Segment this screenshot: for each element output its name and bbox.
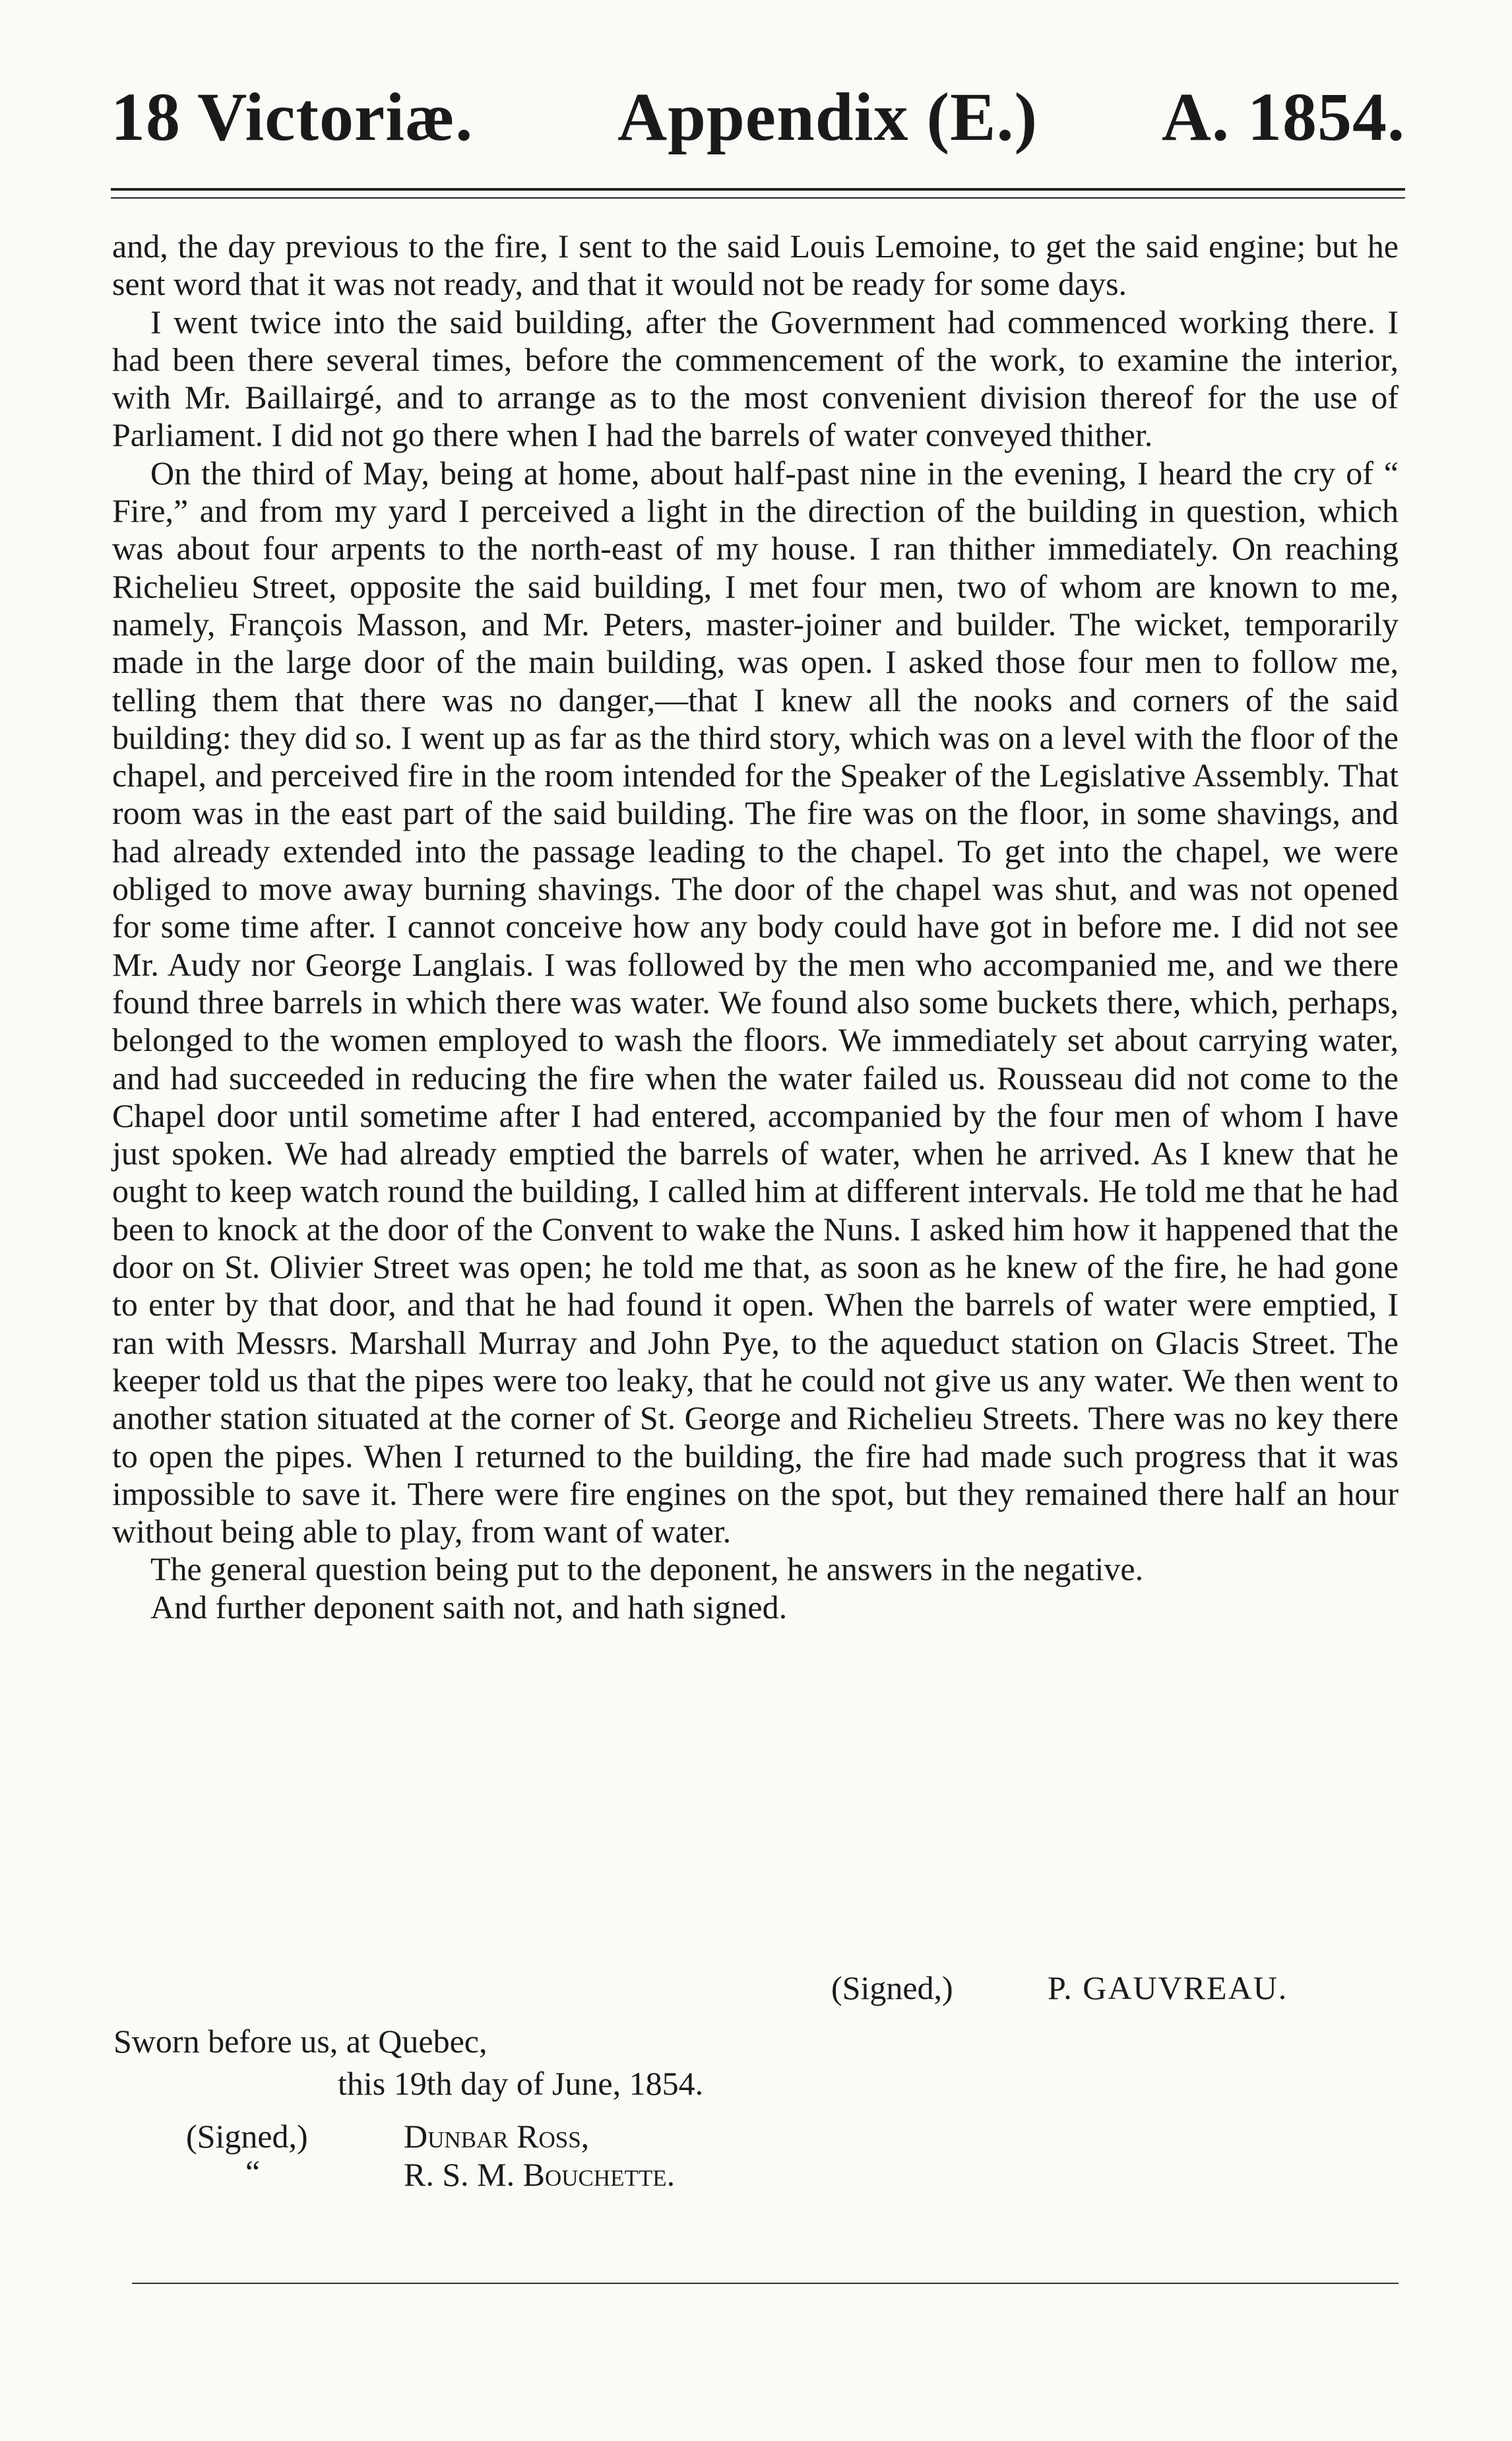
paragraph-fire-account: On the third of May, being at home, about half-past nine in the evening, I heard the cry of “ Fire,” and from my yard I perceived a light in the direction of the building in question, which was about four arpents to the north-east of my house. I ran thither immediately. On reaching Richelieu Street, opposite the said building, I met four men, two of whom are known to me, namely, François Masson, and Mr. Peters, master-joiner and builder. The wicket, temporarily made in the large door of the main building, was open. I asked those four men to follow me, telling them that there was no danger,—that I knew all the nooks and corners of the said building: they did so. I went up as far as the third story, which was on a level with the floor of the chapel, and perceived fire in the room intended for the Speaker of the Legislative Assembly. That room was in the east part of the said building. The fire was on the floor, in some shavings, and had already extended into the passage leading to the chapel. To get into the chapel, we were obliged to move away burning shavings. The door of the chapel was shut, and was not opened for some time after. I cannot conceive how any body could have got in before me. I did not see Mr. Audy nor George Langlais. I was followed by the men who accompanied me, and we there found three barrels in which there was water. We found also some buckets there, which, perhaps, belonged to the women employed to wash the floors. We immediately set about carrying water, and had succeeded in reducing the fire when the water failed us. Rousseau did not come to the Chapel door until sometime after I had entered, accompanied by the four men of whom I have just spoken. We had already emptied the barrels of water, when he arrived. As I knew that he ought to keep watch round the building, I called him at different intervals. He told me that he had been to knock at the door of the Convent to wake the Nuns. I asked him how it happened that the door on St. Olivier Street was open; he told me that, as soon as he knew of the fire, he had gone to enter by that door, and that he had found it open. When the barrels of water were emptied, I ran with Messrs. Marshall Murray and John Pye, to the aqueduct station on Glacis Street. The keeper told us that the pipes were too leaky, that he could not give us any water. We then went to another station situated at the corner of St. George and Richelieu Streets. There was no key there to open the pipes. When I returned to the building, the fire had made such progress that it was impossible to save it. There were fire engines on the spot, but they remained there half an hour without being able to play, from want of water.: [112, 454, 1399, 1550]
deponent-signed-label: (Signed,): [831, 1969, 953, 2006]
deposition-body: [112, 228, 1399, 1626]
paragraph-closing: And further deponent saith not, and hath signed.: [150, 1588, 788, 1626]
footer-rule: [132, 2283, 1399, 2284]
header-appendix: Appendix (E.): [617, 79, 1038, 155]
paragraph-continued: and, the day previous to the fire, I sent to the said Louis Lemoine, to get the said engine; but he sent word that it was not ready, and that it would not be ready for some days.: [112, 228, 1399, 303]
header-year: A. 1854.: [1161, 79, 1405, 155]
page-header: [111, 78, 1405, 157]
jurat-signer-2: R. S. M. Bouchette.: [404, 2156, 676, 2193]
jurat-line-2: this 19th day of June, 1854.: [338, 2065, 704, 2102]
jurat-signed-label: (Signed,): [186, 2118, 308, 2155]
paragraph-building-visits: I went twice into the said building, after the Government had commenced working there. I had been there several times, before the commencement of the work, to examine the interior, with Mr. Baillairgé, and to arrange as to the most convenient division thereof for the use of Parliament. I did not go there when I had the barrels of water conveyed thither.: [112, 303, 1399, 454]
jurat-line-1: Sworn before us, at Quebec,: [113, 2023, 488, 2060]
jurat-signer-1: Dunbar Ross,: [404, 2118, 590, 2155]
header-regnal-year: 18 Victoriæ.: [111, 79, 474, 155]
jurat-ditto-mark: “: [245, 2153, 261, 2190]
paragraph-general-question: The general question being put to the deponent, he answers in the negative.: [150, 1550, 1144, 1588]
header-double-rule: [111, 188, 1405, 199]
deponent-name: P. GAUVREAU.: [1048, 1969, 1288, 2006]
